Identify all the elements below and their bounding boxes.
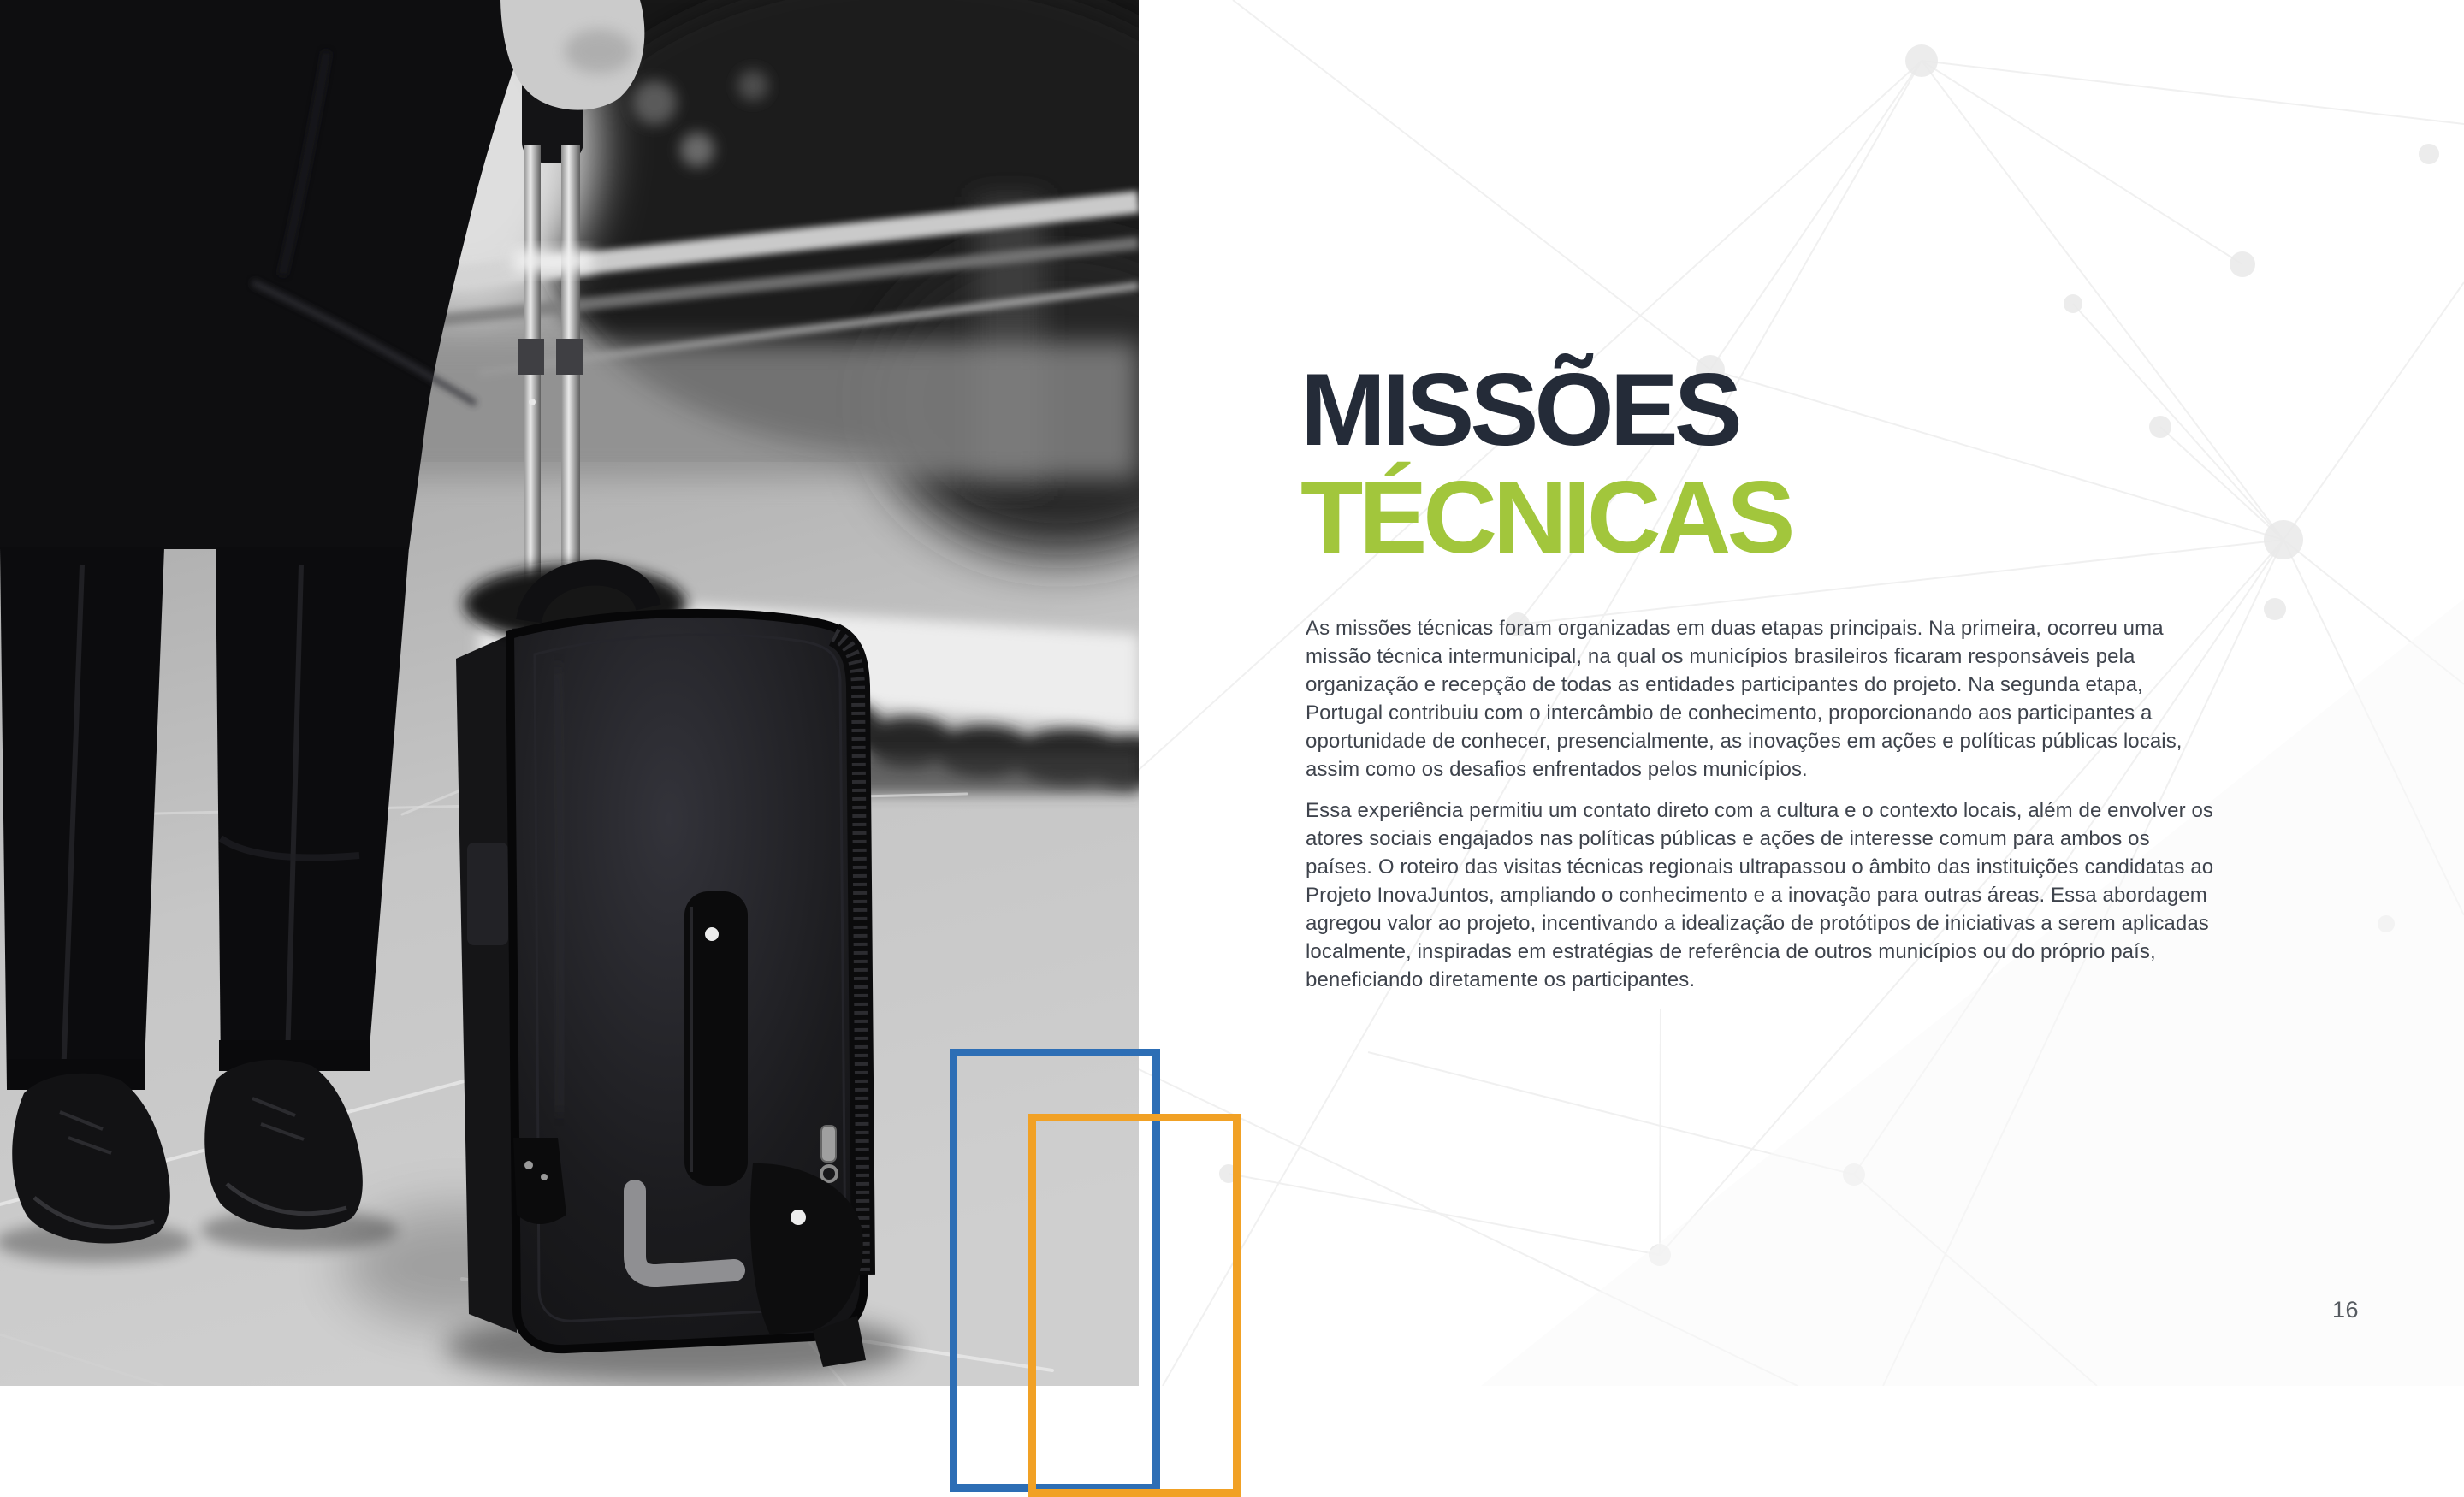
decorative-orange-rectangle — [1028, 1114, 1241, 1497]
page-title — [1300, 352, 1792, 575]
paragraph-1: As missões técnicas foram organizadas em duas etapas principais. Na primeira, ocorreu uma missão técnica intermunicipal, na qual os municípios brasileiros ficaram responsáveis pela organização e recepção de todas as entidades participantes do projeto. Na segunda etapa, Portugal contribuiu com o intercâmbio de conhecimento, proporcionando aos participantes a oportunidade de conhecer, presencialmente, as inovações em ações e políticas públicas locais, assim como os desafios enfrentados pelos municípios. — [1306, 617, 2183, 781]
body-text — [1306, 614, 2214, 1007]
suitcase — [456, 565, 866, 1367]
paragraph-2: Essa experiência permitiu um contato direto com a cultura e o contexto locais, além de envolver os atores sociais engajados nas políticas públicas e ações de interesse comum para ambos os países. O roteiro das visitas técnicas regionais ultrapassou o âmbito das instituições candidatas ao Projeto InovaJuntos, ampliando o conhecimento e a inovação para outras áreas. Essa abordagem agregou valor ao projeto, incentivando a idealização de protótipos de iniciativas a serem aplicadas localmente, inspiradas em estratégias de referência de outros municípios ou do próprio país, beneficiando diretamente os participantes. — [1306, 799, 2214, 991]
title-line-missoes: MISSÕES — [1300, 352, 1738, 467]
title-line-tecnicas: TÉCNICAS — [1300, 460, 1792, 575]
page-number: 16 — [2332, 1297, 2360, 1322]
suitcase-wheel — [513, 1138, 566, 1224]
